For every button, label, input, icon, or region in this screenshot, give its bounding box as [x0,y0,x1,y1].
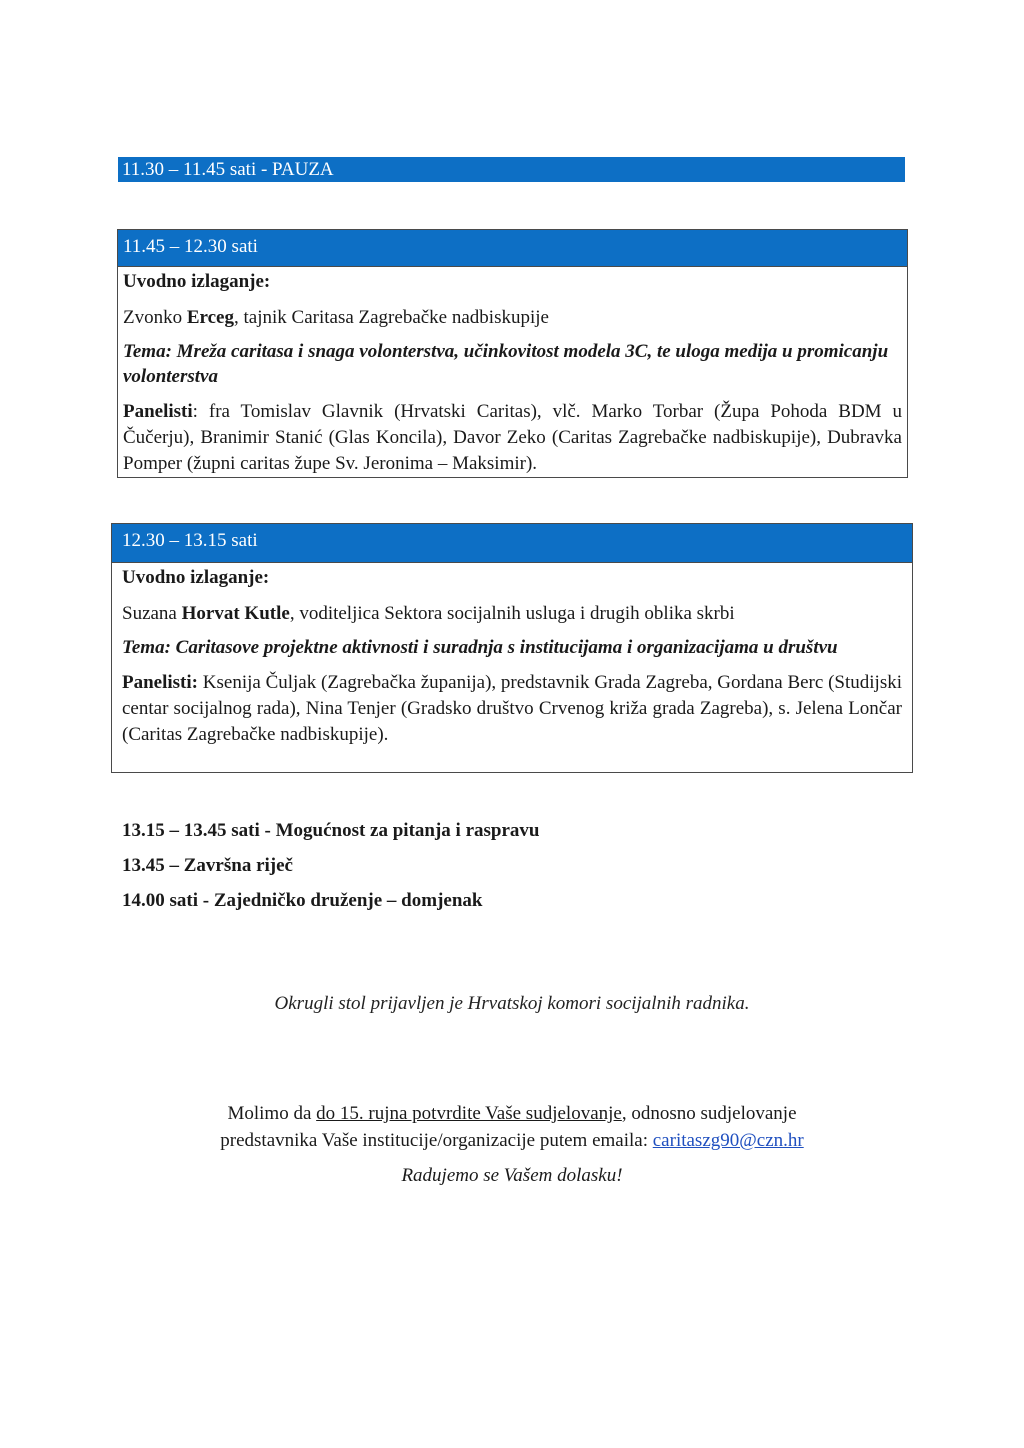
session-block-2 [111,523,913,773]
panelists [122,670,902,748]
session-topic: Tema: Caritasove projektne aktivnosti i suradnja s institucijama i organizacijama u društvu [122,637,838,658]
closing-schedule [122,818,539,923]
intro-label: Uvodno izlaganje: [123,271,271,292]
panelists-text: : fra Tomislav Glavnik (Hrvatski Caritas), vlč. Marko Torbar (Župa Pohoda BDM u Čučerju), Branimir Stanić (Glas Koncila), Davor Zeko (Caritas Zagrebačke nadbiskupije), Dubravka Pomper (župni caritas župe Sv. Jeronima – Maksimir). [123,401,902,474]
intro-label: Uvodno izlaganje: [122,567,270,588]
rsvp-post: , odnosno sudjelovanje [621,1103,797,1124]
speaker-role: , tajnik Caritasa Zagrebačke nadbiskupije [234,307,549,328]
rsvp-footer [0,1100,1024,1189]
speaker-line [122,601,902,627]
closing-thanks: Radujemo se Vašem dolasku! [401,1165,623,1186]
session-topic: Tema: Mreža caritasa i snaga volonterstva, učinkovitost modela 3C, te uloga medija u promicanju volonterstva [123,341,889,387]
speaker-first-name: Zvonko [123,307,187,328]
panelists-text: Ksenija Čuljak (Zagrebačka županija), predstavnik Grada Zagreba, Gordana Berc (Studijski centar socijalnog rada), Nina Tenjer (Gradsko društvo Crvenog križa grada Zagreba), s. Jelena Lončar (Caritas Zagrebačke nadbiskupije). [122,672,902,745]
panelists-label: Panelisti [123,401,193,422]
registration-note: Okrugli stol prijavljen je Hrvatskoj komori socijalnih radnika. [274,993,750,1014]
pauza-bar: 11.30 – 11.45 sati - PAUZA [118,157,905,182]
rsvp-email-intro: predstavnika Vaše institucije/organizacije putem emaila: [220,1130,653,1151]
schedule-item: 13.15 – 13.45 sati - Mogućnost za pitanja i raspravu [122,820,540,841]
speaker-last-name: Horvat Kutle [181,603,290,624]
speaker-first-name: Suzana [122,603,182,624]
session-block-1 [117,229,908,478]
rsvp-pre: Molimo da [227,1103,317,1124]
session-time: 12.30 – 13.15 sati [112,524,912,563]
schedule-item: 14.00 sati - Zajedničko druženje – domjenak [122,890,483,911]
session-time: 11.45 – 12.30 sati [118,230,907,267]
email-link[interactable]: caritaszg90@czn.hr [652,1130,804,1151]
schedule-item: 13.45 – Završna riječ [122,855,293,876]
rsvp-line-2 [0,1127,1024,1154]
rsvp-deadline: do 15. rujna potvrdite Vaše sudjelovanje [316,1103,622,1124]
rsvp-line-1 [0,1100,1024,1127]
panelists-label: Panelisti: [122,672,198,693]
speaker-role: , voditeljica Sektora socijalnih usluga i drugih oblika skrbi [289,603,735,624]
speaker-line [123,305,902,331]
speaker-last-name: Erceg [186,307,234,328]
panelists [123,399,902,477]
